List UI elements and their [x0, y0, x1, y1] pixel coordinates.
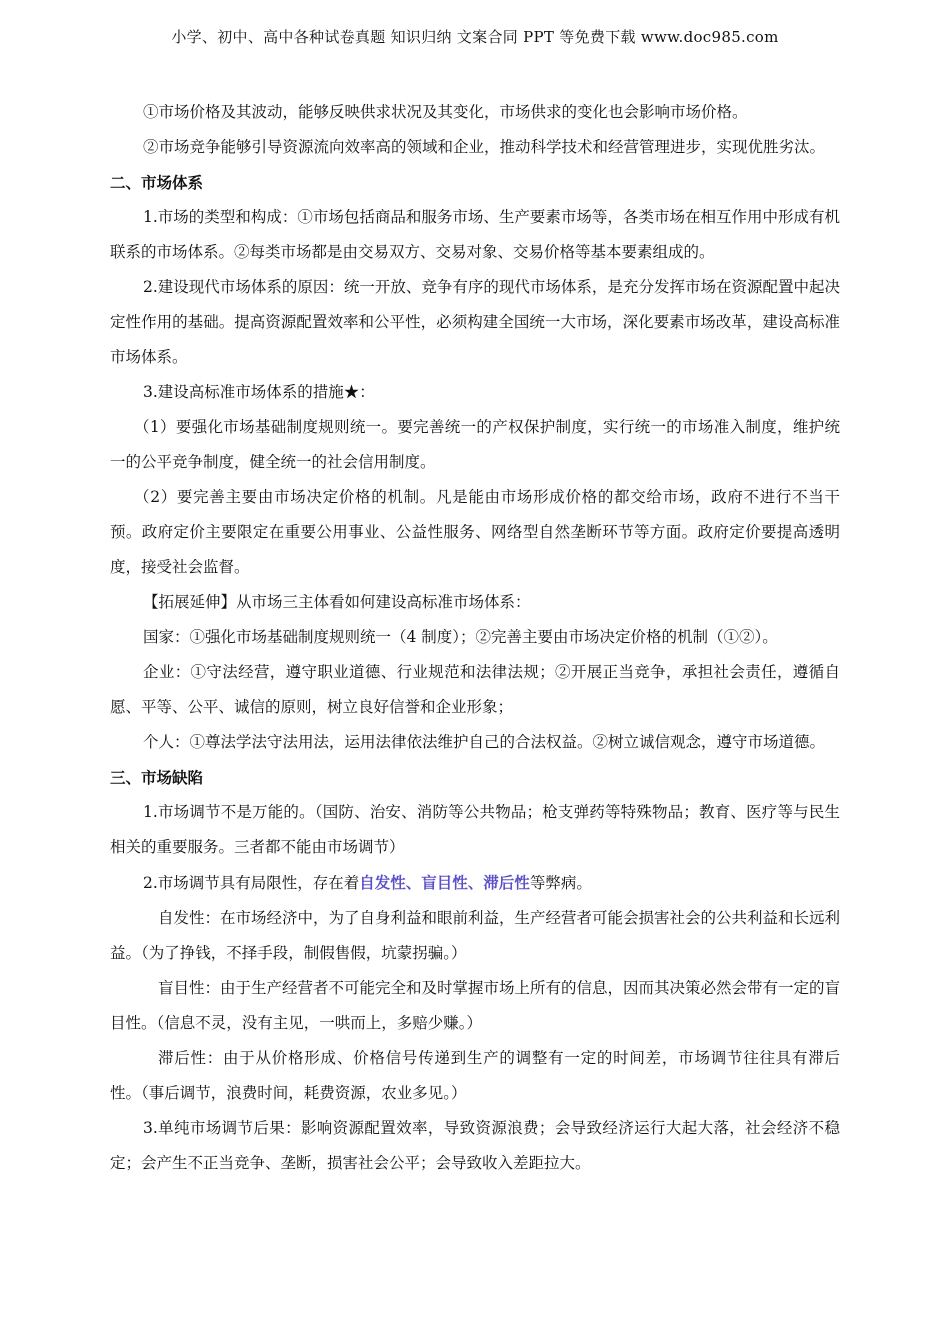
paragraph-measure-1: （1）要强化市场基础制度规则统一。要完善统一的产权保护制度，实行统一的市场准入制度，维护统一的公平竞争制度，健全统一的社会信用制度。	[110, 418, 840, 471]
paragraph-measure-2: （2）要完善主要由市场决定价格的机制。凡是能由市场形成价格的都交给市场，政府不进行不当干预。政府定价主要限定在重要公用事业、公益性服务、网络型自然垄断环节等方面。政府定价要提高透明度，接受社会监督。	[110, 488, 840, 576]
page-header: 小学、初中、高中各种试卷真题 知识归纳 文案合同 PPT 等免费下载 www.doc985.com	[171, 28, 779, 46]
paragraph-consequences: 3.单纯市场调节后果：影响资源配置效率，导致资源浪费；会导致经济运行大起大落，社会经济不稳定；会产生不正当竞争、垄断，损害社会公平；会导致收入差距拉大。	[110, 1119, 840, 1172]
limitations-highlight: 自发性、盲目性、滞后性	[359, 873, 530, 892]
paragraph-spontaneity: 自发性：在市场经济中，为了自身利益和眼前利益，生产经营者可能会损害社会的公共利益和长远利益。（为了挣钱，不择手段，制假售假，坑蒙拐骗。）	[110, 909, 841, 962]
paragraph-limitations	[110, 865, 840, 901]
paragraph-not-omnipotent: 1.市场调节不是万能的。（国防、治安、消防等公共物品；枪支弹药等特殊物品；教育、医疗等与民生相关的重要服务。三者都不能由市场调节）	[110, 803, 840, 856]
paragraph-modern-market-reason: 2.建设现代市场体系的原因：统一开放、竞争有序的现代市场体系，是充分发挥市场在资源配置中起决定性作用的基础。提高资源配置效率和公平性，必须构建全国统一大市场，深化要素市场改革，建设高标准市场体系。	[110, 278, 840, 366]
paragraph-price-fluctuation: ①市场价格及其波动，能够反映供求状况及其变化，市场供求的变化也会影响市场价格。	[143, 103, 748, 121]
document-body	[110, 95, 840, 1181]
paragraph-competition: ②市场竞争能够引导资源流向效率高的领域和企业，推动科学技术和经营管理进步，实现优胜劣汰。	[143, 138, 826, 156]
paragraph-measures-title: 3.建设高标准市场体系的措施★：	[143, 383, 375, 401]
limitations-text-pre: 2.市场调节具有局限性，存在着	[143, 874, 360, 892]
paragraph-lag: 滞后性：由于从价格形成、价格信号传递到生产的调整有一定的时间差，市场调节往往具有滞后性。（事后调节，浪费时间，耗费资源，农业多见。）	[110, 1049, 840, 1102]
section-heading-market-system: 二、市场体系	[110, 173, 204, 192]
limitations-text-post: 等弊病。	[529, 874, 592, 892]
paragraph-extension-state: 国家：①强化市场基础制度规则统一（4 制度）；②完善主要由市场决定价格的机制（①②）。	[143, 628, 778, 646]
paragraph-extension-individual: 个人：①尊法学法守法用法，运用法律依法维护自己的合法权益。②树立诚信观念，遵守市场道德。	[143, 733, 826, 751]
paragraph-blindness: 盲目性：由于生产经营者不可能完全和及时掌握市场上所有的信息，因而其决策必然会带有一定的盲目性。（信息不灵，没有主见，一哄而上，多赔少赚。）	[110, 979, 841, 1032]
section-heading-market-defects: 三、市场缺陷	[110, 768, 204, 787]
paragraph-market-types: 1.市场的类型和构成：①市场包括商品和服务市场、生产要素市场等，各类市场在相互作用中形成有机联系的市场体系。②每类市场都是由交易双方、交易对象、交易价格等基本要素组成的。	[110, 208, 840, 261]
paragraph-extension-title: 【拓展延伸】从市场三主体看如何建设高标准市场体系：	[143, 593, 531, 611]
paragraph-extension-enterprise: 企业：①守法经营，遵守职业道德、行业规范和法律法规；②开展正当竞争，承担社会责任，遵循自愿、平等、公平、诚信的原则，树立良好信誉和企业形象；	[110, 663, 840, 716]
